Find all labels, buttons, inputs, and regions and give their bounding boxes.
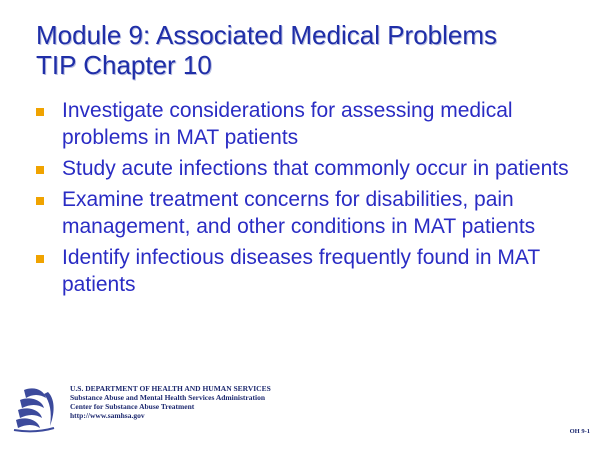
bullet-text: Investigate considerations for assessing medical problems in MAT patients [62,99,513,149]
agency-block [70,384,400,420]
square-bullet-icon [36,108,44,116]
title-line-1: Module 9: Associated Medical Problems [36,20,498,50]
list-item [34,186,574,240]
administration-name: Substance Abuse and Mental Health Services Administration [70,393,266,402]
square-bullet-icon [36,255,44,263]
square-bullet-icon [36,197,44,205]
slide-code: OH 9-1 [569,428,590,435]
list-item [34,244,574,298]
list-item [34,97,574,151]
bullet-text: Identify infectious diseases frequently found in MAT patients [62,246,540,296]
website-url: http://www.samhsa.gov [70,411,145,420]
square-bullet-icon [36,166,44,174]
slide-title [36,20,576,80]
bullet-list [34,97,574,302]
title-line-2: TIP Chapter 10 [36,50,212,80]
center-name: Center for Substance Abuse Treatment [70,402,195,411]
bullet-text: Examine treatment concerns for disabilities, pain management, and other conditions in MAT patients [62,188,536,238]
list-item [34,155,574,182]
hhs-eagle-logo-icon [10,382,62,436]
department-name: U.S. DEPARTMENT OF HEALTH AND HUMAN SERVICES [70,384,271,393]
bullet-text: Study acute infections that commonly occur in patients [62,157,569,180]
footer [0,378,600,450]
